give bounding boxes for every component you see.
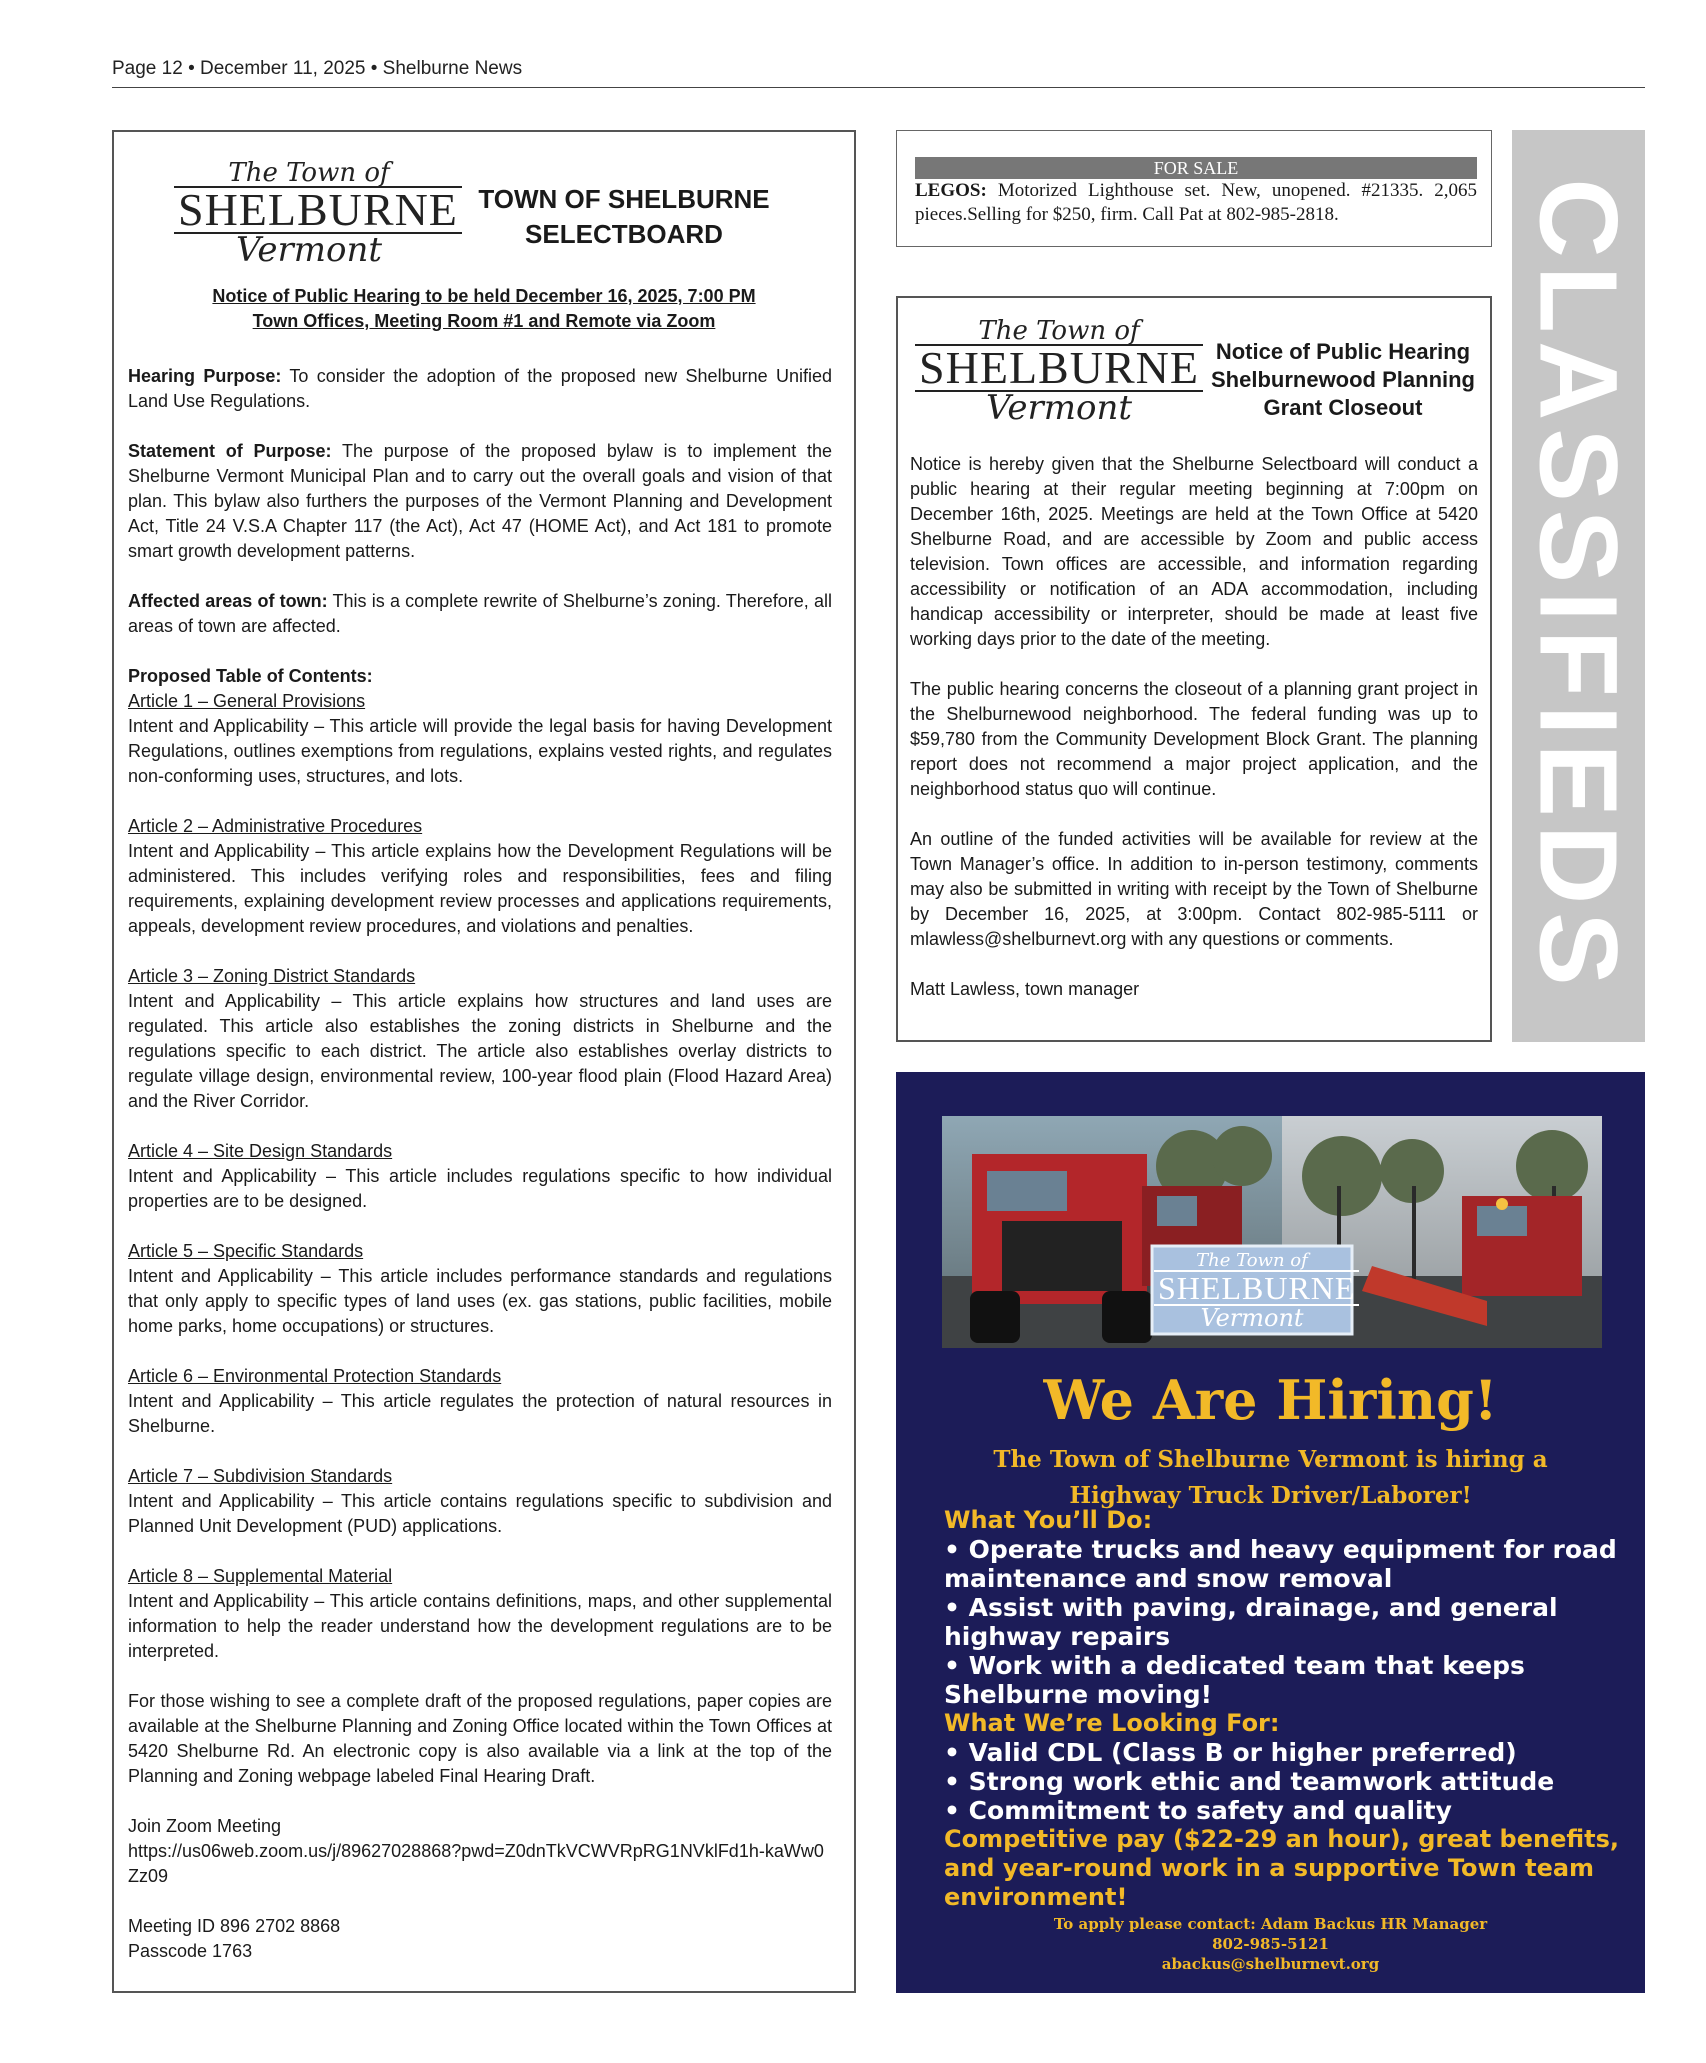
photo-town-logo xyxy=(1154,1250,1356,1332)
grant-paragraph-1: Notice is hereby given that the Shelburne Selectboard will conduct a public hearing at their regular meeting beginning at 7:00pm on December 16th, 2025. Meetings are held at the Town Office at 5420 Shelburne Road, and are accessible by Zoom and public access television. Town offices are accessible, and information regarding accessibility or notification of an ADA accommodation, including handicap accessibility or interpreter, should be made at least five working days prior to the date of the meeting. xyxy=(910,454,1478,649)
hearing-details xyxy=(114,284,854,334)
requirements-header: What We’re Looking For: xyxy=(944,1709,1280,1737)
logo-name: SHELBURNE xyxy=(174,186,462,234)
page-header: Page 12 • December 11, 2025 • Shelburne News xyxy=(112,58,523,79)
job-details xyxy=(944,1506,1624,1912)
article-title: Article 7 – Subdivision Standards xyxy=(128,1466,393,1486)
article-text: Intent and Applicability – This article contains definitions, maps, and other supplemental information to help the reader understand how the development regulations are to be interpreted. xyxy=(128,1591,832,1661)
logo-the-town-of: The Town of xyxy=(228,158,390,188)
hearing-purpose xyxy=(128,364,832,414)
logo-name: SHELBURNE xyxy=(1154,1270,1359,1306)
logo-state: Vermont xyxy=(1200,1304,1304,1332)
hearing-purpose-label: Hearing Purpose: xyxy=(128,366,282,386)
article-6 xyxy=(128,1364,832,1439)
notice-body xyxy=(128,364,832,1989)
classifieds-label: CLASSIFIEDS xyxy=(1516,178,1640,994)
for-sale-header: FOR SALE xyxy=(915,157,1477,179)
affected-areas xyxy=(128,589,832,639)
hearing-purpose-text: To consider the adoption of the proposed new Shelburne Unified Land Use Regulations. xyxy=(128,366,832,411)
duties-header: What You’ll Do: xyxy=(944,1506,1153,1534)
grant-paragraph-3: An outline of the funded activities will be available for review at the Town Manager’s office. In addition to in-person testimony, comments may also be submitted in writing with receipt by the Town of Shelburne by December 16, 2025, at 3:00pm. Contact 802-985-5111 or mlawless@shelburnevt.org with any questions or comments. xyxy=(910,829,1478,949)
article-title: Article 2 – Administrative Procedures xyxy=(128,816,423,836)
subtitle-line-2: Highway Truck Driver/Laborer! xyxy=(1069,1482,1472,1509)
article-3 xyxy=(128,964,832,1114)
article-5 xyxy=(128,1239,832,1339)
grant-signature: Matt Lawless, town manager xyxy=(910,979,1140,999)
duty-item: • Operate trucks and heavy equipment for road maintenance and snow removal xyxy=(944,1535,1617,1593)
article-text: Intent and Applicability – This article explains how the Development Regulations will be administered. This includes verifying roles and responsibilities, fees and filing requirements, explaining development review processes and applications requirements, appeals, development review procedures, and violations and penalties. xyxy=(128,841,832,936)
logo-the-town-of: The Town of xyxy=(1196,1250,1308,1271)
logo-state: Vermont xyxy=(985,388,1133,428)
affected-text: This is a complete rewrite of Shelburne’s zoning. Therefore, all areas of town are affected. xyxy=(128,591,832,636)
article-4 xyxy=(128,1139,832,1214)
article-2 xyxy=(128,814,832,939)
requirement-item: • Valid CDL (Class B or higher preferred) xyxy=(944,1738,1517,1767)
logo-state: Vermont xyxy=(235,230,383,270)
for-sale-description: Motorized Lighthouse set. New, unopened. #21335. 2,065 pieces.Selling for $250, firm. Call Pat at 802-985-2818. xyxy=(915,180,1477,225)
article-text: Intent and Applicability – This article explains how structures and land uses are regulated. This article also establishes the zoning districts in Shelburne and the regulations specific to each district. The article also establishes overlay districts to regulate village design, environmental review, 100-year flood plain (Flood Hazard Area) and the River Corridor. xyxy=(128,991,832,1111)
article-text: Intent and Applicability – This article regulates the protection of natural resources in Shelburne. xyxy=(128,1391,832,1436)
logo-name: SHELBURNE xyxy=(915,344,1203,392)
hiring-title: We Are Hiring! xyxy=(1043,1368,1498,1432)
article-8 xyxy=(128,1564,832,1664)
closing-paragraph: For those wishing to see a complete draft of the proposed regulations, paper copies are available at the Shelburne Planning and Zoning Office located within the Town Offices at 5420 Shelburne Rd. An electronic copy is also available via a link at the top of the Planning and Zoning webpage labeled Final Hearing Draft. xyxy=(128,1691,832,1786)
statement-of-purpose xyxy=(128,439,832,564)
town-logo xyxy=(914,316,1204,428)
meeting-id: Meeting ID 896 2702 8868 xyxy=(128,1916,341,1936)
article-title: Article 8 – Supplemental Material xyxy=(128,1566,393,1586)
pay-benefits: Competitive pay ($22-29 an hour), great benefits, and year-round work in a supportive Town team environment! xyxy=(944,1825,1620,1911)
requirement-item: • Commitment to safety and quality xyxy=(944,1796,1452,1825)
duty-item: • Work with a dedicated team that keeps Shelburne moving! xyxy=(944,1651,1525,1709)
affected-label: Affected areas of town: xyxy=(128,591,328,611)
notice-title xyxy=(474,182,774,252)
hearing-location-line: Town Offices, Meeting Room #1 and Remote via Zoom xyxy=(252,311,716,331)
article-1 xyxy=(128,689,832,789)
article-7 xyxy=(128,1464,832,1539)
hiring-ad xyxy=(896,1072,1645,1993)
grant-notice-body xyxy=(910,452,1478,1027)
planning-grant-notice xyxy=(896,296,1492,1042)
town-logo xyxy=(174,158,458,270)
snow-trucks-photo xyxy=(942,1116,1602,1348)
zoom-info xyxy=(128,1814,832,1889)
for-sale-text xyxy=(915,179,1477,227)
article-text: Intent and Applicability – This article contains regulations specific to subdivision and Planned Unit Development (PUD) applications. xyxy=(128,1491,832,1536)
contact-phone: 802-985-5121 xyxy=(1212,1935,1329,1953)
for-sale-ad xyxy=(896,130,1492,247)
article-title: Article 6 – Environmental Protection Standards xyxy=(128,1366,502,1386)
hiring-subtitle xyxy=(896,1442,1645,1514)
contact-email[interactable]: abackus@shelburnevt.org xyxy=(1161,1955,1380,1973)
title-line-1: TOWN OF SHELBURNE xyxy=(478,184,770,214)
hearing-date-line: Notice of Public Hearing to be held December 16, 2025, 7:00 PM xyxy=(212,286,756,306)
hiring-contact xyxy=(896,1914,1645,1974)
article-title: Article 5 – Specific Standards xyxy=(128,1241,364,1261)
contact-name: To apply please contact: Adam Backus HR Manager xyxy=(1053,1915,1488,1933)
grant-paragraph-2: The public hearing concerns the closeout of a planning grant project in the Shelburnewood neighborhood. The federal funding was up to $59,780 from the Community Development Block Grant. The planning report does not recommend a major project application, and the neighborhood status quo will continue. xyxy=(910,679,1478,799)
requirement-item: • Strong work ethic and teamwork attitude xyxy=(944,1767,1555,1796)
for-sale-item: LEGOS: xyxy=(915,180,987,201)
subtitle-line-1: The Town of Shelburne Vermont is hiring a xyxy=(993,1446,1548,1473)
article-text: Intent and Applicability – This article includes regulations specific to how individual properties are to be designed. xyxy=(128,1166,832,1211)
zoom-label: Join Zoom Meeting xyxy=(128,1816,282,1836)
toc-label: Proposed Table of Contents: xyxy=(128,666,373,686)
article-title: Article 4 – Site Design Standards xyxy=(128,1141,393,1161)
article-title: Article 3 – Zoning District Standards xyxy=(128,966,416,986)
meeting-credentials xyxy=(128,1914,832,1964)
title-line-2: SELECTBOARD xyxy=(525,219,723,249)
passcode: Passcode 1763 xyxy=(128,1941,253,1961)
selectboard-notice xyxy=(112,130,856,1993)
zoom-link[interactable]: https://us06web.zoom.us/j/89627028868?pwd=Z0dnTkVCWVRpRG1NVklFd1h-kaWw0Zz09 xyxy=(128,1841,824,1886)
statement-text: The purpose of the proposed bylaw is to implement the Shelburne Vermont Municipal Plan and to carry out the overall goals and vision of that plan. This bylaw also furthers the purposes of the Vermont Planning and Development Act, Title 24 V.S.A Chapter 117 (the Act), Act 47 (HOME Act), and Act 181 to promote smart growth development patterns. xyxy=(128,441,832,561)
duty-item: • Assist with paving, drainage, and general highway repairs xyxy=(944,1593,1558,1651)
statement-label: Statement of Purpose: xyxy=(128,441,332,461)
article-text: Intent and Applicability – This article includes performance standards and regulations that only apply to specific types of land uses (ex. gas stations, public facilities, mobile home parks, home occupations) or structures. xyxy=(128,1266,832,1336)
header-rule xyxy=(112,87,1645,88)
grant-notice-title: Notice of Public Hearing Shelburnewood Planning Grant Closeout xyxy=(1211,339,1475,420)
classifieds-label-wrap xyxy=(1512,130,1645,1042)
article-title: Article 1 – General Provisions xyxy=(128,691,366,711)
article-text: Intent and Applicability – This article will provide the legal basis for having Development Regulations, outlines exemptions from regulations, explains vested rights, and regulates non-conforming uses, structures, and lots. xyxy=(128,716,832,786)
logo-the-town-of: The Town of xyxy=(978,316,1140,346)
